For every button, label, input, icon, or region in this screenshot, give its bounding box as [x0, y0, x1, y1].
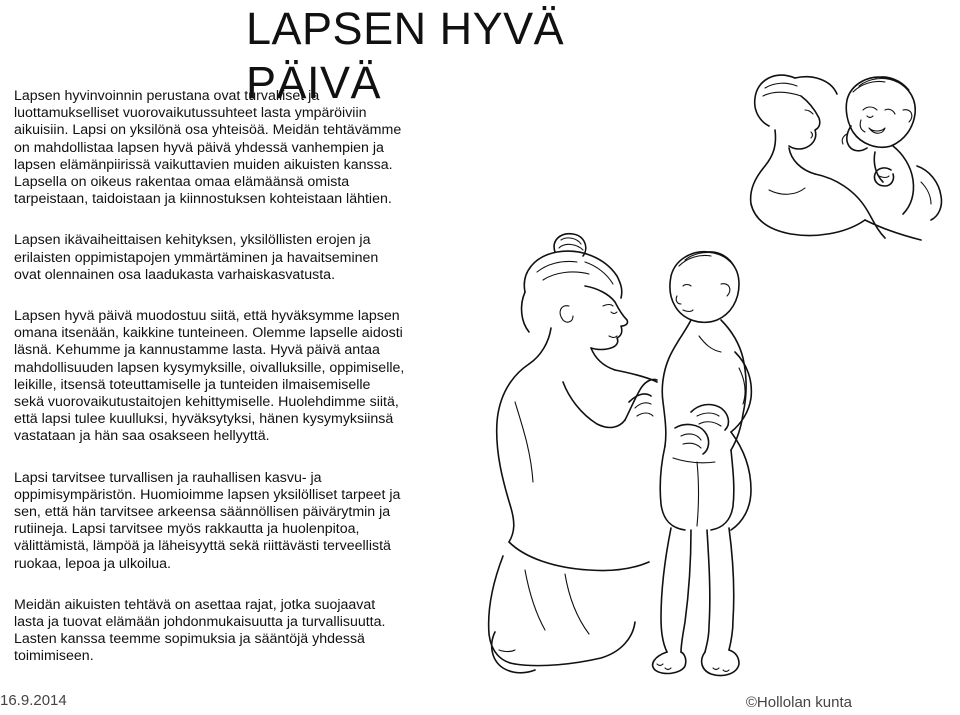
text-line: lapsen elämänpiirissä vaikuttavien muiden aikuisten kanssa. [14, 156, 393, 173]
text-line: Lapsen hyvä päivä muodostuu siitä, että hyväksymme lapsen [14, 308, 400, 325]
body-text [14, 88, 464, 690]
text-line: on mahdollistaa lapsen hyvä päivä yhdessä vanhempien ja [14, 139, 384, 156]
text-line: tarpeistaan, taidoistaan ja kiinnostuksen kohteistaan lähtien. [14, 191, 392, 208]
text-line: Lapsella on oikeus rakentaa omaa elämäänsä omista [14, 174, 350, 191]
text-line: rutiineja. Lapsi tarvitsee myös rakkautta ja huolenpitoa, [14, 521, 360, 538]
text-line: leikille, itsensä toteuttamiselle ja tunteiden ilmaisemiselle [14, 376, 371, 393]
text-line: ovat olennainen osa laadukasta varhaiskasvatusta. [14, 266, 336, 283]
text-line: sen, että hän tarvitsee arkeensa säännöllisen päivärytmin ja [14, 504, 391, 521]
footer-copyright: ©Hollolan kunta [745, 694, 852, 711]
text-line: Lapsi tarvitsee turvallisen ja rauhallisen kasvu- ja [14, 469, 322, 486]
footer-date: 16.9.2014 [0, 692, 67, 709]
text-line: lasta ja tuovat elämään johdonmukaisuutta ja turvallisuutta. [14, 614, 386, 631]
text-line: omana itsenään, kaikkine tunteineen. Olemme lapselle aidosti [14, 325, 403, 342]
text-line: Lasten kanssa teemme sopimuksia ja sääntöjä yhdessä [14, 631, 365, 648]
paragraph-1 [14, 88, 464, 208]
paragraph-3 [14, 308, 464, 446]
text-line: että lapsi tulee kuulluksi, hyväksytyksi, hänen kysymyksiinsä [14, 411, 394, 428]
paragraph-5 [14, 597, 464, 666]
text-line: toimimiseen. [14, 648, 94, 665]
text-line: Meidän aikuisten tehtävä on asettaa rajat, jotka suojaavat [14, 596, 376, 613]
text-line: ruokaa, lepoa ja ulkoilua. [14, 555, 171, 572]
paragraph-2 [14, 232, 464, 284]
text-line: erilaisten oppimistapojen ymmärtäminen ja havaitseminen [14, 249, 379, 266]
text-line: luottamukselliset vuorovaikutussuhteet lasta ympäröiviin [14, 105, 367, 122]
text-line: Lapsen hyvinvoinnin perustana ovat turvalliset ja [14, 88, 320, 104]
paragraph-4 [14, 470, 464, 573]
text-line: mahdollisuuden lapsen kysymyksille, oivalluksille, oppimiselle, [14, 359, 405, 376]
text-line: vastataan ja hän saa osakseen hellyyttä. [14, 428, 270, 445]
text-line: Lapsen ikävaiheittaisen kehityksen, yksilöllisten erojen ja [14, 232, 371, 249]
text-line: sekä vuorovaikutustaitojen kehittymiselle. Huolehdimme siitä, [14, 394, 399, 411]
page-title: LAPSEN HYVÄ PÄIVÄ [246, 3, 565, 108]
text-line: välittämistä, lämpöä ja läheisyyttä sekä riittävästi terveellistä [14, 538, 391, 555]
text-line: aikuisiin. Lapsi on yksilönä osa yhteisöä. Meidän tehtävämme [14, 122, 402, 139]
woman-with-toddler-illustration [485, 232, 960, 697]
text-line: läsnä. Kehumme ja kannustamme lasta. Hyvä päivä antaa [14, 342, 380, 359]
text-line: oppimisympäristön. Huomioimme lapsen yksilölliset tarpeet ja [14, 486, 401, 503]
